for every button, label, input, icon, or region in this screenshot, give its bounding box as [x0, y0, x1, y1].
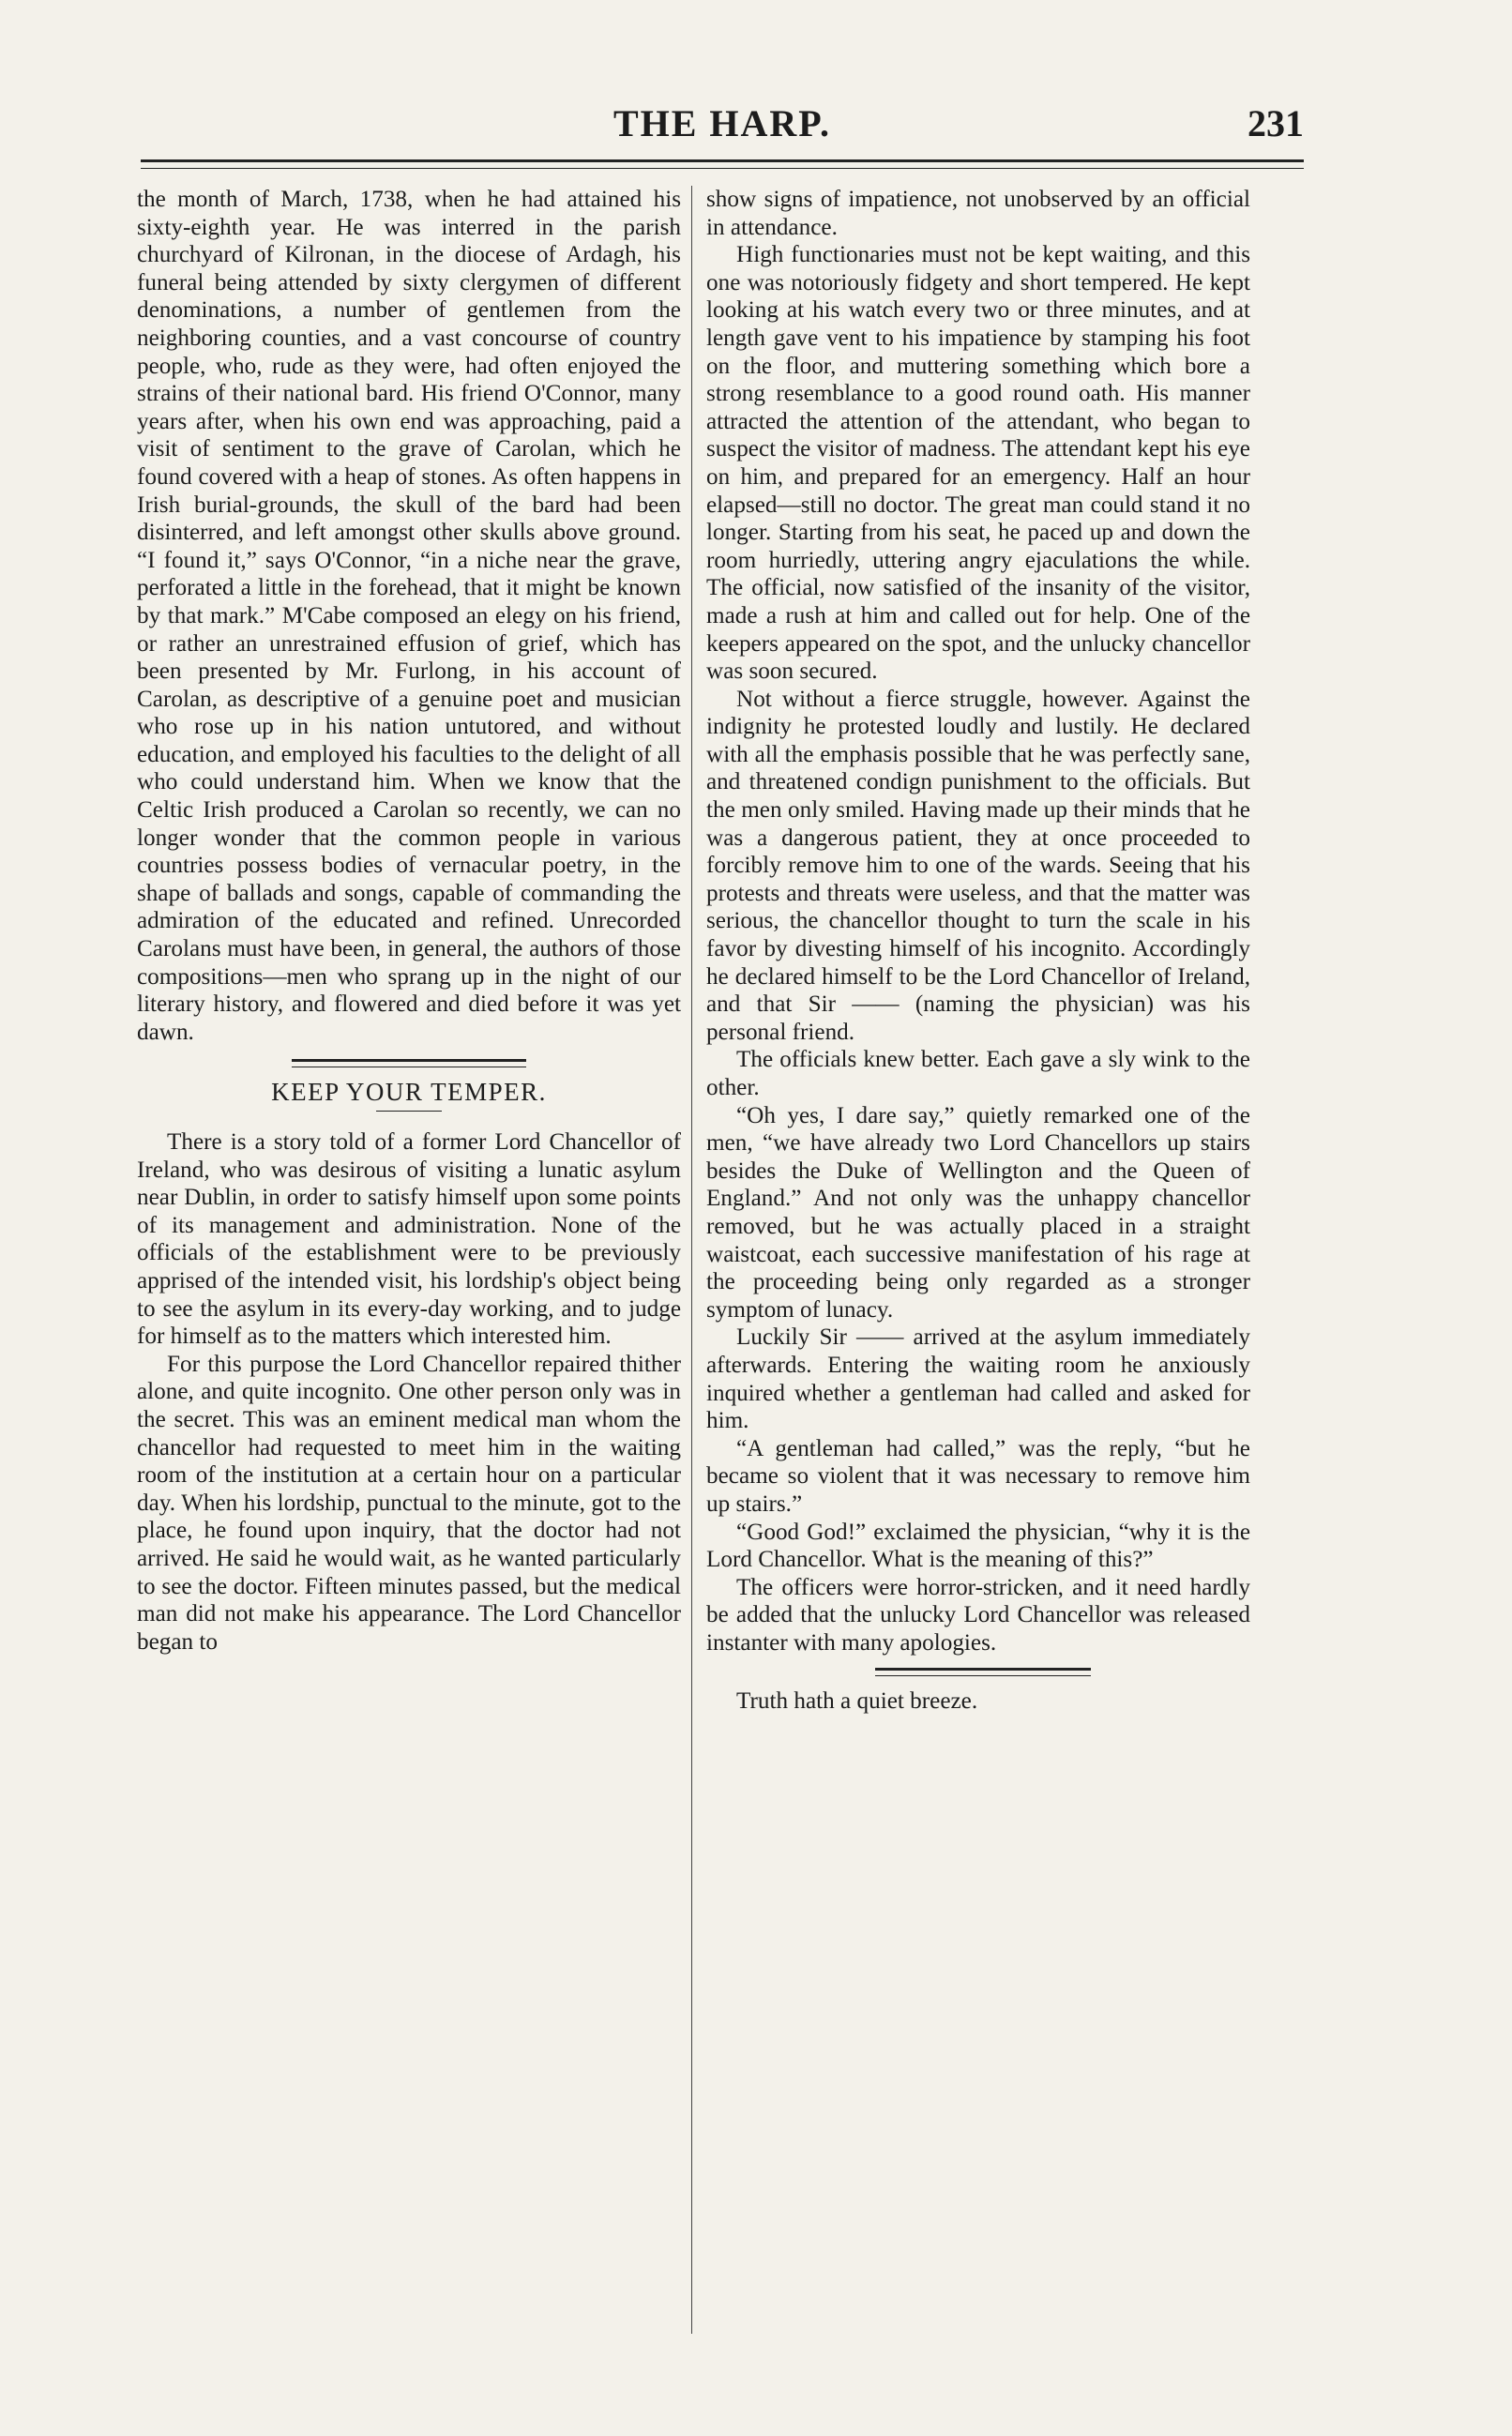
story-paragraph-3: show signs of impatience, not unobserved by an official in attendance.	[706, 187, 1250, 240]
header-double-rule	[141, 159, 1304, 169]
story-paragraph-7: “Oh yes, I dare say,” quietly remarked one of the men, “we have already two Lord Chancellors up stairs besides the Duke of Wellington and the Queen of England.” And not only was the unhappy chancellor removed, but he was actually placed in a straight waistcoat, each successive manifestation of his rage at the proceeding being only regarded as a stronger symptom of lunacy.	[706, 1102, 1250, 1323]
end-double-rule	[875, 1668, 1091, 1676]
carolan-paragraph: the month of March, 1738, when he had attained his sixty-eighth year. He was interred in the parish churchyard of Kilronan, in the diocese of Ardagh, his funeral being attended by sixty clergymen of different denominations, a number of gentlemen from the neighboring counties, and a vast concourse of country people, who, rude as they were, had often enjoyed the strains of their national bard. His friend O'Connor, many years after, when his own end was approaching, paid a visit of sentiment to the grave of Carolan, which he found covered with a heap of stones. As often happens in Irish burial-grounds, the skull of the bard had been disinterred, and left amongst other skulls above ground. “I found it,” says O'Connor, “in a niche near the grave, perforated a little in the forehead, that it might be known by that mark.” M'Cabe composed an elegy on his friend, or rather an unrestrained effusion of grief, which has been presented by Mr. Furlong, in his account of Carolan, as descriptive of a genuine poet and musician who rose up in his nation untutored, and without education, and employed his faculties to the delight of all who could understand him. When we know that the Celtic Irish produced a Carolan so recently, we can no longer wonder that the common people in various countries possess bodies of vernacular poetry, in the shape of ballads and songs, capable of commanding the admiration of the educated and refined. Unrecorded Carolans must have been, in general, the authors of those compositions—men who sprang up in the night of our literary history, and flowered and died before it was yet dawn.	[137, 187, 681, 1045]
story-paragraph-6: The officials knew better. Each gave a sly wink to the other.	[706, 1047, 1250, 1100]
closing-line: Truth hath a quiet breeze.	[736, 1688, 978, 1715]
section-title-underline	[376, 1111, 442, 1112]
story-paragraph-11: The officers were horror-stricken, and it need hardly be added that the unlucky Lord Chancellor was released instanter with many apologies.	[706, 1574, 1250, 1656]
left-column	[137, 186, 681, 2353]
story-paragraph-2: For this purpose the Lord Chancellor repaired thither alone, and quite incognito. One other person only was in the secret. This was an eminent medical man whom the chancellor had requested to meet him in the waiting room of the institution at a certain hour on a particular day. When his lordship, punctual to the minute, got to the place, he found upon inquiry, that the doctor had not arrived. He said he would wait, as he wanted particularly to see the doctor. Fifteen minutes passed, but the medical man did not make his appearance. The Lord Chancellor began to	[137, 1351, 681, 1655]
section-title: KEEP YOUR TEMPER.	[271, 1078, 547, 1107]
story-paragraph-4: High functionaries must not be kept waiting, and this one was notoriously fidgety and short tempered. He kept looking at his watch every two or three minutes, and at length gave vent to his impatience by stamping his foot on the floor, and muttering something which bore a strong resemblance to a good round oath. His manner attracted the attention of the attendant, who began to suspect the visitor of madness. The attendant kept his eye on him, and prepared for an emergency. Half an hour elapsed—still no doctor. The great man could stand it no longer. Starting from his seat, he paced up and down the room hurriedly, uttering angry ejaculations the while. The official, now satisfied of the insanity of the visitor, made a rush at him and called out for help. One of the keepers appeared on the spot, and the unlucky chancellor was soon secured.	[706, 242, 1250, 685]
story-paragraph-5: Not without a fierce struggle, however. Against the indignity he protested loudly and lustily. He declared with all the emphasis possible that he was perfectly sane, and threatened condign punishment to the officials. But the men only smiled. Having made up their minds that he was a dangerous patient, they at once proceeded to forcibly remove him to one of the wards. Seeing that his protests and threats were useless, and that the matter was serious, the chancellor thought to turn the scale in his favor by divesting himself of his incognito. Accordingly he declared himself to be the Lord Chancellor of Ireland, and that Sir —— (naming the physician) was his personal friend.	[706, 686, 1250, 1045]
story-paragraph-8: Luckily Sir —— arrived at the asylum immediately afterwards. Entering the waiting room he anxiously inquired whether a gentleman had called and asked for him.	[706, 1324, 1250, 1434]
page-title: THE HARP.	[612, 102, 832, 144]
column-divider	[691, 186, 692, 2334]
story-paragraph-10: “Good God!” exclaimed the physician, “why it is the Lord Chancellor. What is the meaning of this?”	[706, 1519, 1250, 1573]
story-paragraph-9: “A gentleman had called,” was the reply, “but he became so violent that it was necessary to remove him up stairs.”	[706, 1435, 1250, 1517]
page-number: 231	[1247, 102, 1304, 144]
story-paragraph-1: There is a story told of a former Lord Chancellor of Ireland, who was desirous of visiting a lunatic asylum near Dublin, in order to satisfy himself upon some points of its management and administration. None of the officials of the establishment were to be previously apprised of the intended visit, his lordship's object being to see the asylum in its every-day working, and to judge for himself as to the matters which interested him.	[137, 1129, 681, 1350]
section-double-rule	[292, 1059, 526, 1067]
running-head	[141, 101, 1304, 158]
right-column	[706, 186, 1250, 2353]
